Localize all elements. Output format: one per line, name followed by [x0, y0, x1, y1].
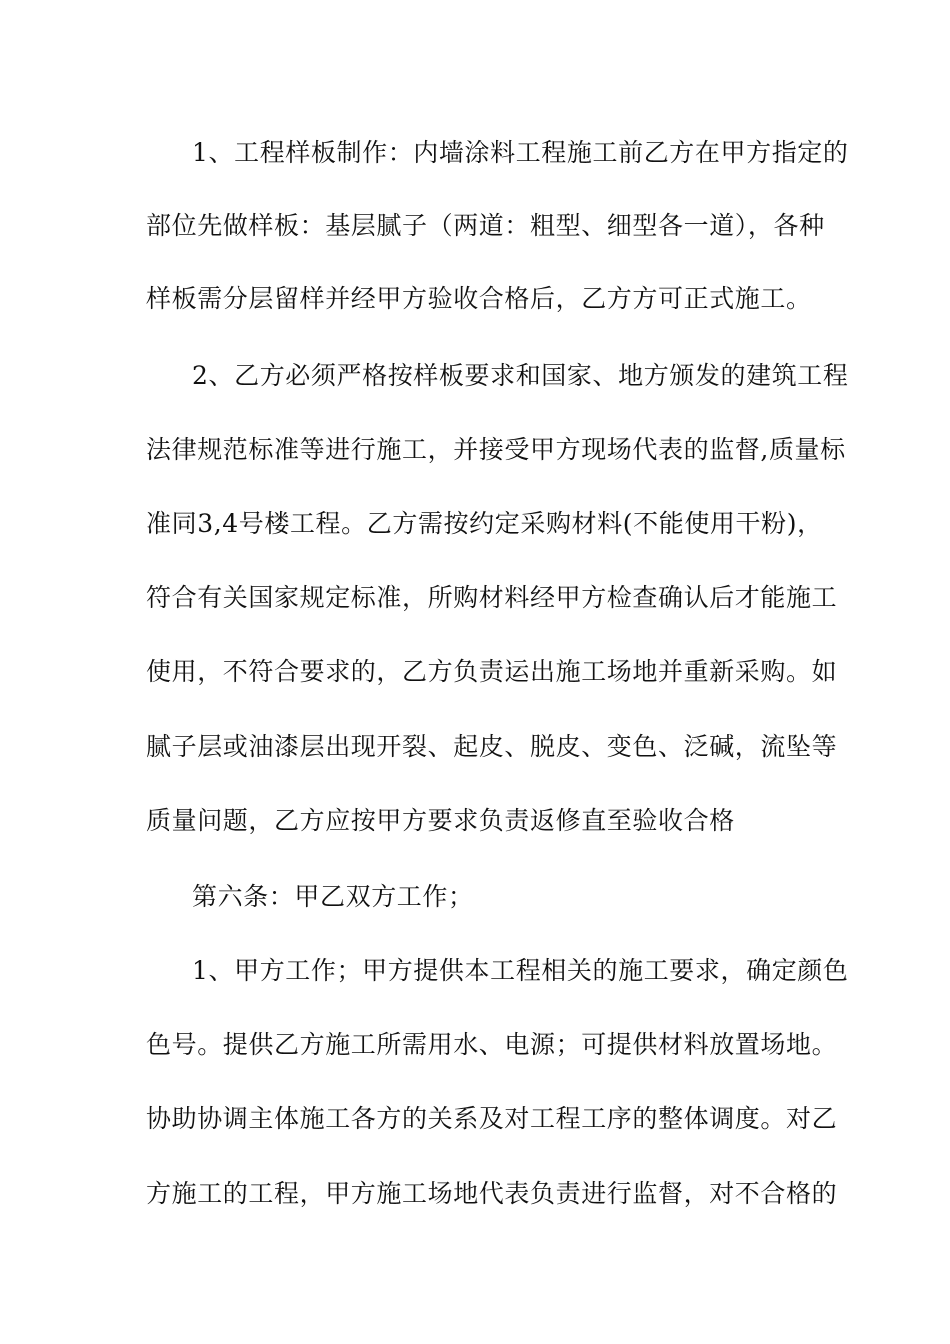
text-line: 样板需分层留样并经甲方验收合格后，乙方方可正式施工。 [146, 284, 812, 313]
text-line: 1、工程样板制作：内墙涂料工程施工前乙方在甲方指定的 [192, 138, 849, 167]
text-line: 1、甲方工作；甲方提供本工程相关的施工要求，确定颜色 [192, 956, 849, 985]
text-line: 符合有关国家规定标准，所购材料经甲方检查确认后才能施工 [146, 583, 838, 612]
text-line: 使用，不符合要求的，乙方负责运出施工场地并重新采购。如 [146, 657, 838, 686]
text-line: 法律规范标准等进行施工，并接受甲方现场代表的监督,质量标 [146, 435, 846, 464]
text-line: 准同3,4号楼工程。乙方需按约定采购材料(不能使用干粉)， [146, 509, 823, 538]
text-line: 2、乙方必须严格按样板要求和国家、地方颁发的建筑工程 [192, 361, 849, 390]
section-heading: 第六条：甲乙双方工作； [192, 882, 474, 911]
text-line: 质量问题，乙方应按甲方要求负责返修直至验收合格 [146, 806, 735, 835]
text-line: 腻子层或油漆层出现开裂、起皮、脱皮、变色、泛碱，流坠等 [146, 732, 838, 761]
text-line: 协助协调主体施工各方的关系及对工程工序的整体调度。对乙 [146, 1104, 838, 1133]
text-line: 部位先做样板：基层腻子（两道：粗型、细型各一道），各种 [146, 211, 825, 240]
text-line: 方施工的工程，甲方施工场地代表负责进行监督，对不合格的 [146, 1179, 838, 1208]
text-line: 色号。提供乙方施工所需用水、电源；可提供材料放置场地。 [146, 1030, 838, 1059]
